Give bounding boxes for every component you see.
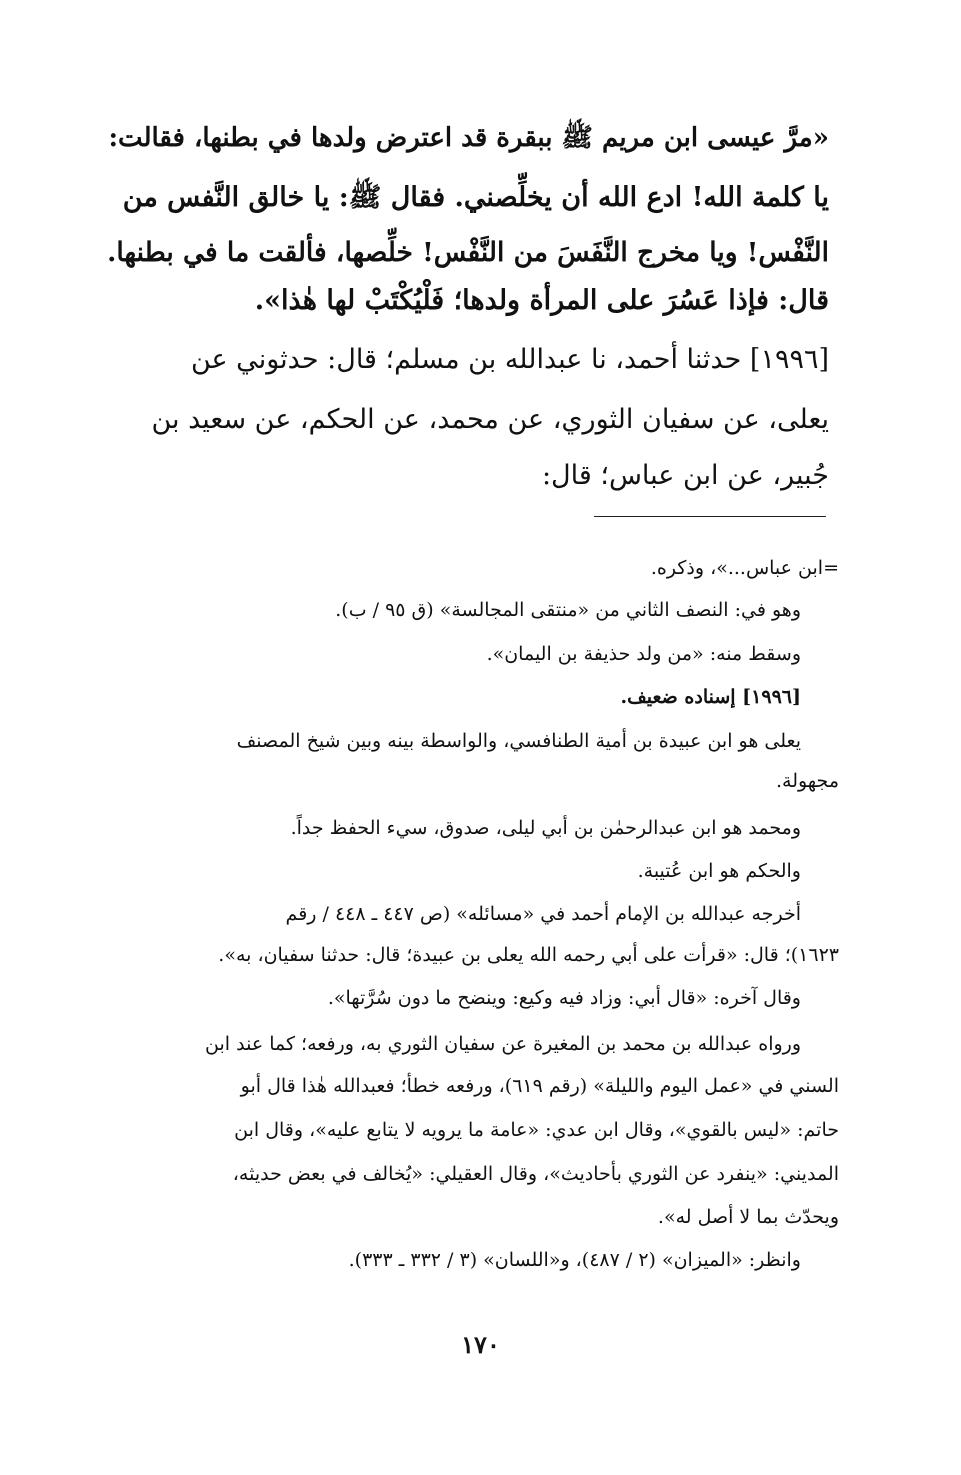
footnote-line: ورواه عبدالله بن محمد بن المغيرة عن سفيان الثوري به، ورفعه؛ كما عند ابن	[205, 1033, 801, 1055]
footnote-line: والحكم هو ابن عُتيبة.	[637, 860, 801, 882]
main-text-line: يعلى، عن سفيان الثوري، عن محمد، عن الحكم، عن سعيد بن	[151, 404, 829, 435]
main-text-line: قال: فإذا عَسُرَ على المرأة ولدها؛ فَلْيُكْتَبْ لها هٰذا».	[254, 285, 829, 316]
footnote-line: وقال آخره: «قال أبي: وزاد فيه وكيع: وينضح ما دون سُرَّتها».	[327, 987, 801, 1009]
footnote-line: ومحمد هو ابن عبدالرحمٰن بن أبي ليلى، صدوق، سيء الحفظ جداً.	[290, 817, 801, 839]
footnote-line: مجهولة.	[775, 770, 839, 792]
footnote-line: السني في «عمل اليوم والليلة» (رقم ٦١٩)، ورفعه خطأ؛ فعبدالله هٰذا قال أبو	[240, 1075, 839, 1097]
footnote-line: يعلى هو ابن عبيدة بن أمية الطنافسي، والواسطة بينه وبين شيخ المصنف	[236, 730, 801, 752]
footnote-line: المديني: «ينفرد عن الثوري بأحاديث»، وقال العقيلي: «يُخالف في بعض حديثه،	[232, 1163, 839, 1185]
page-number: ١٧٠	[461, 1330, 500, 1359]
main-text-line: يا كلمة الله! ادع الله أن يخلِّصني. فقال ﷺ: يا خالق النَّفس من	[122, 182, 829, 213]
footnote-line: حاتم: «ليس بالقوي»، وقال ابن عدي: «عامة ما يرويه لا يتابع عليه»، وقال ابن	[234, 1119, 839, 1141]
footnote-line: وانظر: «الميزان» (٢ / ٤٨٧)، و«اللسان» (٣ / ٣٣٢ ـ ٣٣٣).	[348, 1249, 801, 1271]
footnote-heading: [١٩٩٦] إسناده ضعيف.	[620, 686, 801, 708]
main-text-line: جُبير، عن ابن عباس؛ قال:	[541, 460, 829, 491]
footnote-separator	[594, 516, 826, 517]
footnote-line: =ابن عباس...»، وذكره.	[650, 557, 839, 579]
main-text-line: النَّفْس! ويا مخرج النَّفَسَ من النَّفْس! خلِّصها، فألقت ما في بطنها.	[107, 237, 829, 268]
footnote-line: أخرجه عبدالله بن الإمام أحمد في «مسائله» (ص ٤٤٧ ـ ٤٤٨ / رقم	[285, 903, 801, 925]
footnote-line: وسقط منه: «من ولد حذيفة بن اليمان».	[486, 643, 801, 665]
main-text-line: [١٩٩٦] حدثنا أحمد، نا عبدالله بن مسلم؛ قال: حدثوني عن	[190, 344, 829, 375]
main-text-line: «مرَّ عيسى ابن مريم ﷺ ببقرة قد اعترض ولدها في بطنها، فقالت:	[108, 123, 829, 153]
footnote-line: ويحدّث بما لا أصل له».	[657, 1206, 839, 1228]
footnote-line: ١٦٢٣)؛ قال: «قرأت على أبي رحمه الله يعلى بن عبيدة؛ قال: حدثنا سفيان، به».	[218, 944, 839, 966]
footnote-line: وهو في: النصف الثاني من «منتقى المجالسة» (ق ٩٥ / ب).	[335, 599, 801, 621]
